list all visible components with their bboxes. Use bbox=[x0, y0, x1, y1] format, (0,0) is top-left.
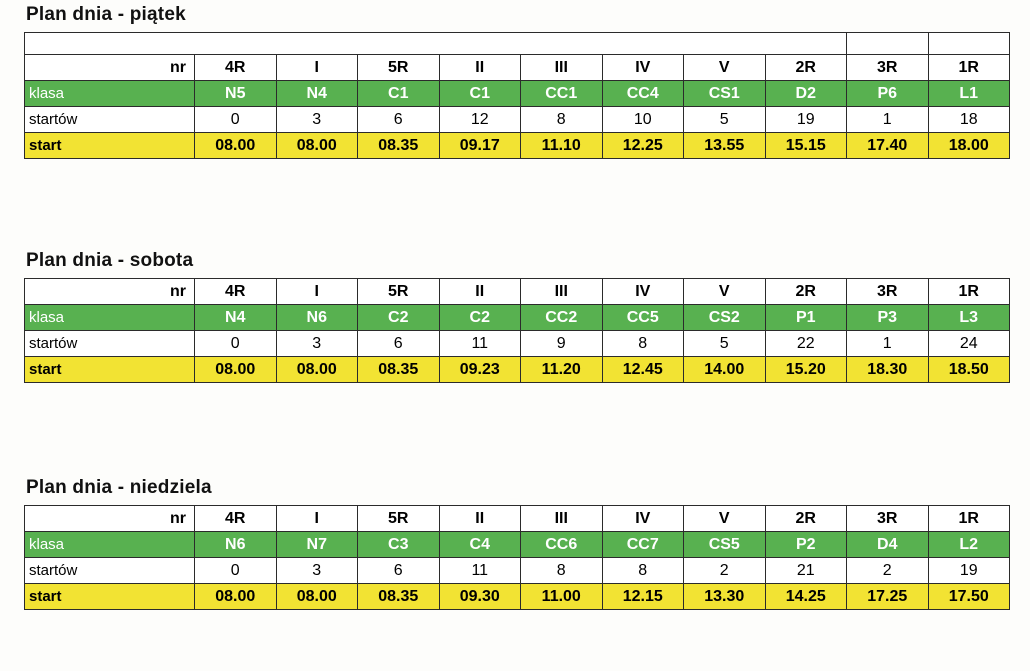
cell-klasa: P6 bbox=[847, 81, 929, 107]
plan-table-friday bbox=[24, 32, 1010, 159]
table-row-nr bbox=[25, 55, 1010, 81]
cell-startow: 21 bbox=[765, 558, 847, 584]
cell-start: 08.00 bbox=[195, 133, 277, 159]
cell-startow: 2 bbox=[847, 558, 929, 584]
cell-nr: IV bbox=[602, 55, 684, 81]
cell-start: 15.15 bbox=[765, 133, 847, 159]
cell-start: 08.35 bbox=[358, 357, 440, 383]
cell-startow: 0 bbox=[195, 331, 277, 357]
cell-startow: 0 bbox=[195, 107, 277, 133]
cell-klasa: N6 bbox=[195, 532, 277, 558]
cell-klasa: N6 bbox=[276, 305, 358, 331]
cell-startow: 0 bbox=[195, 558, 277, 584]
cell-startow: 2 bbox=[684, 558, 766, 584]
cell-startow: 9 bbox=[521, 331, 603, 357]
cell-start: 11.00 bbox=[521, 584, 603, 610]
table-row-klasa bbox=[25, 532, 1010, 558]
cell-klasa: P1 bbox=[765, 305, 847, 331]
table-row-start bbox=[25, 357, 1010, 383]
cell-nr: 2R bbox=[765, 55, 847, 81]
cell-start: 08.00 bbox=[195, 357, 277, 383]
cell-klasa: D2 bbox=[765, 81, 847, 107]
cell-start: 08.35 bbox=[358, 584, 440, 610]
cell-startow: 24 bbox=[928, 331, 1010, 357]
table-row-startow bbox=[25, 107, 1010, 133]
cell-klasa: P3 bbox=[847, 305, 929, 331]
cell-startow: 3 bbox=[276, 107, 358, 133]
table-row-nr bbox=[25, 279, 1010, 305]
cell-startow: 11 bbox=[439, 331, 521, 357]
table-spacer-row bbox=[25, 33, 1010, 55]
cell-start: 08.00 bbox=[276, 133, 358, 159]
cell-klasa: CS1 bbox=[684, 81, 766, 107]
cell-klasa: CC4 bbox=[602, 81, 684, 107]
row-label-startow: startów bbox=[25, 558, 195, 584]
table-row-klasa bbox=[25, 305, 1010, 331]
cell-start: 08.35 bbox=[358, 133, 440, 159]
cell-klasa: L2 bbox=[928, 532, 1010, 558]
cell-start: 17.25 bbox=[847, 584, 929, 610]
cell-start: 15.20 bbox=[765, 357, 847, 383]
row-label-start: start bbox=[25, 133, 195, 159]
table-row-startow bbox=[25, 558, 1010, 584]
cell-klasa: C2 bbox=[439, 305, 521, 331]
cell-klasa: L3 bbox=[928, 305, 1010, 331]
cell-start: 13.30 bbox=[684, 584, 766, 610]
cell-startow: 22 bbox=[765, 331, 847, 357]
cell-startow: 12 bbox=[439, 107, 521, 133]
table-row-start bbox=[25, 133, 1010, 159]
cell-startow: 19 bbox=[928, 558, 1010, 584]
cell-klasa: C1 bbox=[439, 81, 521, 107]
plan-block-sunday bbox=[24, 477, 1009, 610]
row-label-start: start bbox=[25, 357, 195, 383]
cell-start: 09.17 bbox=[439, 133, 521, 159]
cell-klasa: N4 bbox=[195, 305, 277, 331]
cell-nr: I bbox=[276, 279, 358, 305]
cell-nr: 5R bbox=[358, 506, 440, 532]
cell-nr: 4R bbox=[195, 55, 277, 81]
cell-start: 08.00 bbox=[276, 584, 358, 610]
cell-klasa: CC2 bbox=[521, 305, 603, 331]
plan-table-sunday bbox=[24, 505, 1010, 610]
page-title-friday: Plan dnia - piątek bbox=[26, 4, 186, 25]
cell-nr: III bbox=[521, 279, 603, 305]
row-label-klasa: klasa bbox=[25, 305, 195, 331]
cell-nr: 2R bbox=[765, 506, 847, 532]
cell-startow: 8 bbox=[521, 107, 603, 133]
cell-start: 18.50 bbox=[928, 357, 1010, 383]
row-label-start: start bbox=[25, 584, 195, 610]
cell-nr: 5R bbox=[358, 55, 440, 81]
row-label-nr: nr bbox=[25, 506, 195, 532]
plan-block-saturday bbox=[24, 250, 1009, 383]
row-label-startow: startów bbox=[25, 331, 195, 357]
cell-start: 08.00 bbox=[276, 357, 358, 383]
cell-start: 17.50 bbox=[928, 584, 1010, 610]
spacer-cell-mid bbox=[847, 33, 929, 55]
cell-start: 12.45 bbox=[602, 357, 684, 383]
cell-start: 08.00 bbox=[195, 584, 277, 610]
cell-nr: III bbox=[521, 55, 603, 81]
cell-klasa: CC1 bbox=[521, 81, 603, 107]
cell-startow: 6 bbox=[358, 558, 440, 584]
cell-klasa: N4 bbox=[276, 81, 358, 107]
page-title-sunday: Plan dnia - niedziela bbox=[26, 477, 212, 498]
cell-nr: 1R bbox=[928, 506, 1010, 532]
cell-klasa: C1 bbox=[358, 81, 440, 107]
cell-nr: I bbox=[276, 55, 358, 81]
cell-klasa: CC5 bbox=[602, 305, 684, 331]
cell-nr: II bbox=[439, 279, 521, 305]
cell-nr: 4R bbox=[195, 506, 277, 532]
cell-nr: 3R bbox=[847, 55, 929, 81]
cell-start: 11.20 bbox=[521, 357, 603, 383]
cell-startow: 18 bbox=[928, 107, 1010, 133]
cell-nr: 4R bbox=[195, 279, 277, 305]
plan-table-saturday bbox=[24, 278, 1010, 383]
plan-block-friday bbox=[24, 4, 1009, 159]
cell-start: 11.10 bbox=[521, 133, 603, 159]
cell-startow: 6 bbox=[358, 107, 440, 133]
cell-start: 09.30 bbox=[439, 584, 521, 610]
cell-start: 14.00 bbox=[684, 357, 766, 383]
cell-klasa: N7 bbox=[276, 532, 358, 558]
cell-nr: V bbox=[684, 279, 766, 305]
row-label-startow: startów bbox=[25, 107, 195, 133]
cell-start: 18.00 bbox=[928, 133, 1010, 159]
cell-start: 17.40 bbox=[847, 133, 929, 159]
cell-nr: IV bbox=[602, 506, 684, 532]
row-label-klasa: klasa bbox=[25, 532, 195, 558]
table-row-klasa bbox=[25, 81, 1010, 107]
cell-startow: 1 bbox=[847, 331, 929, 357]
cell-startow: 5 bbox=[684, 107, 766, 133]
cell-startow: 8 bbox=[602, 558, 684, 584]
cell-nr: II bbox=[439, 506, 521, 532]
cell-nr: I bbox=[276, 506, 358, 532]
cell-klasa: L1 bbox=[928, 81, 1010, 107]
cell-startow: 3 bbox=[276, 331, 358, 357]
row-label-nr: nr bbox=[25, 55, 195, 81]
page-title-saturday: Plan dnia - sobota bbox=[26, 250, 194, 271]
cell-start: 14.25 bbox=[765, 584, 847, 610]
cell-nr: V bbox=[684, 506, 766, 532]
cell-startow: 6 bbox=[358, 331, 440, 357]
cell-startow: 3 bbox=[276, 558, 358, 584]
cell-start: 18.30 bbox=[847, 357, 929, 383]
cell-klasa: C3 bbox=[358, 532, 440, 558]
cell-nr: II bbox=[439, 55, 521, 81]
cell-nr: III bbox=[521, 506, 603, 532]
cell-startow: 11 bbox=[439, 558, 521, 584]
table-row-startow bbox=[25, 331, 1010, 357]
cell-nr: IV bbox=[602, 279, 684, 305]
spacer-cell-left bbox=[25, 33, 847, 55]
cell-startow: 8 bbox=[521, 558, 603, 584]
cell-klasa: P2 bbox=[765, 532, 847, 558]
cell-startow: 10 bbox=[602, 107, 684, 133]
cell-start: 12.15 bbox=[602, 584, 684, 610]
cell-klasa: CC7 bbox=[602, 532, 684, 558]
cell-nr: V bbox=[684, 55, 766, 81]
cell-klasa: D4 bbox=[847, 532, 929, 558]
cell-klasa: CS5 bbox=[684, 532, 766, 558]
cell-nr: 1R bbox=[928, 279, 1010, 305]
cell-nr: 3R bbox=[847, 279, 929, 305]
cell-nr: 3R bbox=[847, 506, 929, 532]
table-row-nr bbox=[25, 506, 1010, 532]
cell-nr: 2R bbox=[765, 279, 847, 305]
cell-klasa: N5 bbox=[195, 81, 277, 107]
row-label-klasa: klasa bbox=[25, 81, 195, 107]
cell-klasa: CC6 bbox=[521, 532, 603, 558]
cell-start: 13.55 bbox=[684, 133, 766, 159]
cell-klasa: C4 bbox=[439, 532, 521, 558]
cell-nr: 5R bbox=[358, 279, 440, 305]
cell-startow: 19 bbox=[765, 107, 847, 133]
cell-klasa: CS2 bbox=[684, 305, 766, 331]
cell-klasa: C2 bbox=[358, 305, 440, 331]
spacer-cell-right bbox=[928, 33, 1010, 55]
cell-startow: 8 bbox=[602, 331, 684, 357]
cell-start: 12.25 bbox=[602, 133, 684, 159]
cell-start: 09.23 bbox=[439, 357, 521, 383]
table-row-start bbox=[25, 584, 1010, 610]
cell-nr: 1R bbox=[928, 55, 1010, 81]
cell-startow: 5 bbox=[684, 331, 766, 357]
row-label-nr: nr bbox=[25, 279, 195, 305]
cell-startow: 1 bbox=[847, 107, 929, 133]
